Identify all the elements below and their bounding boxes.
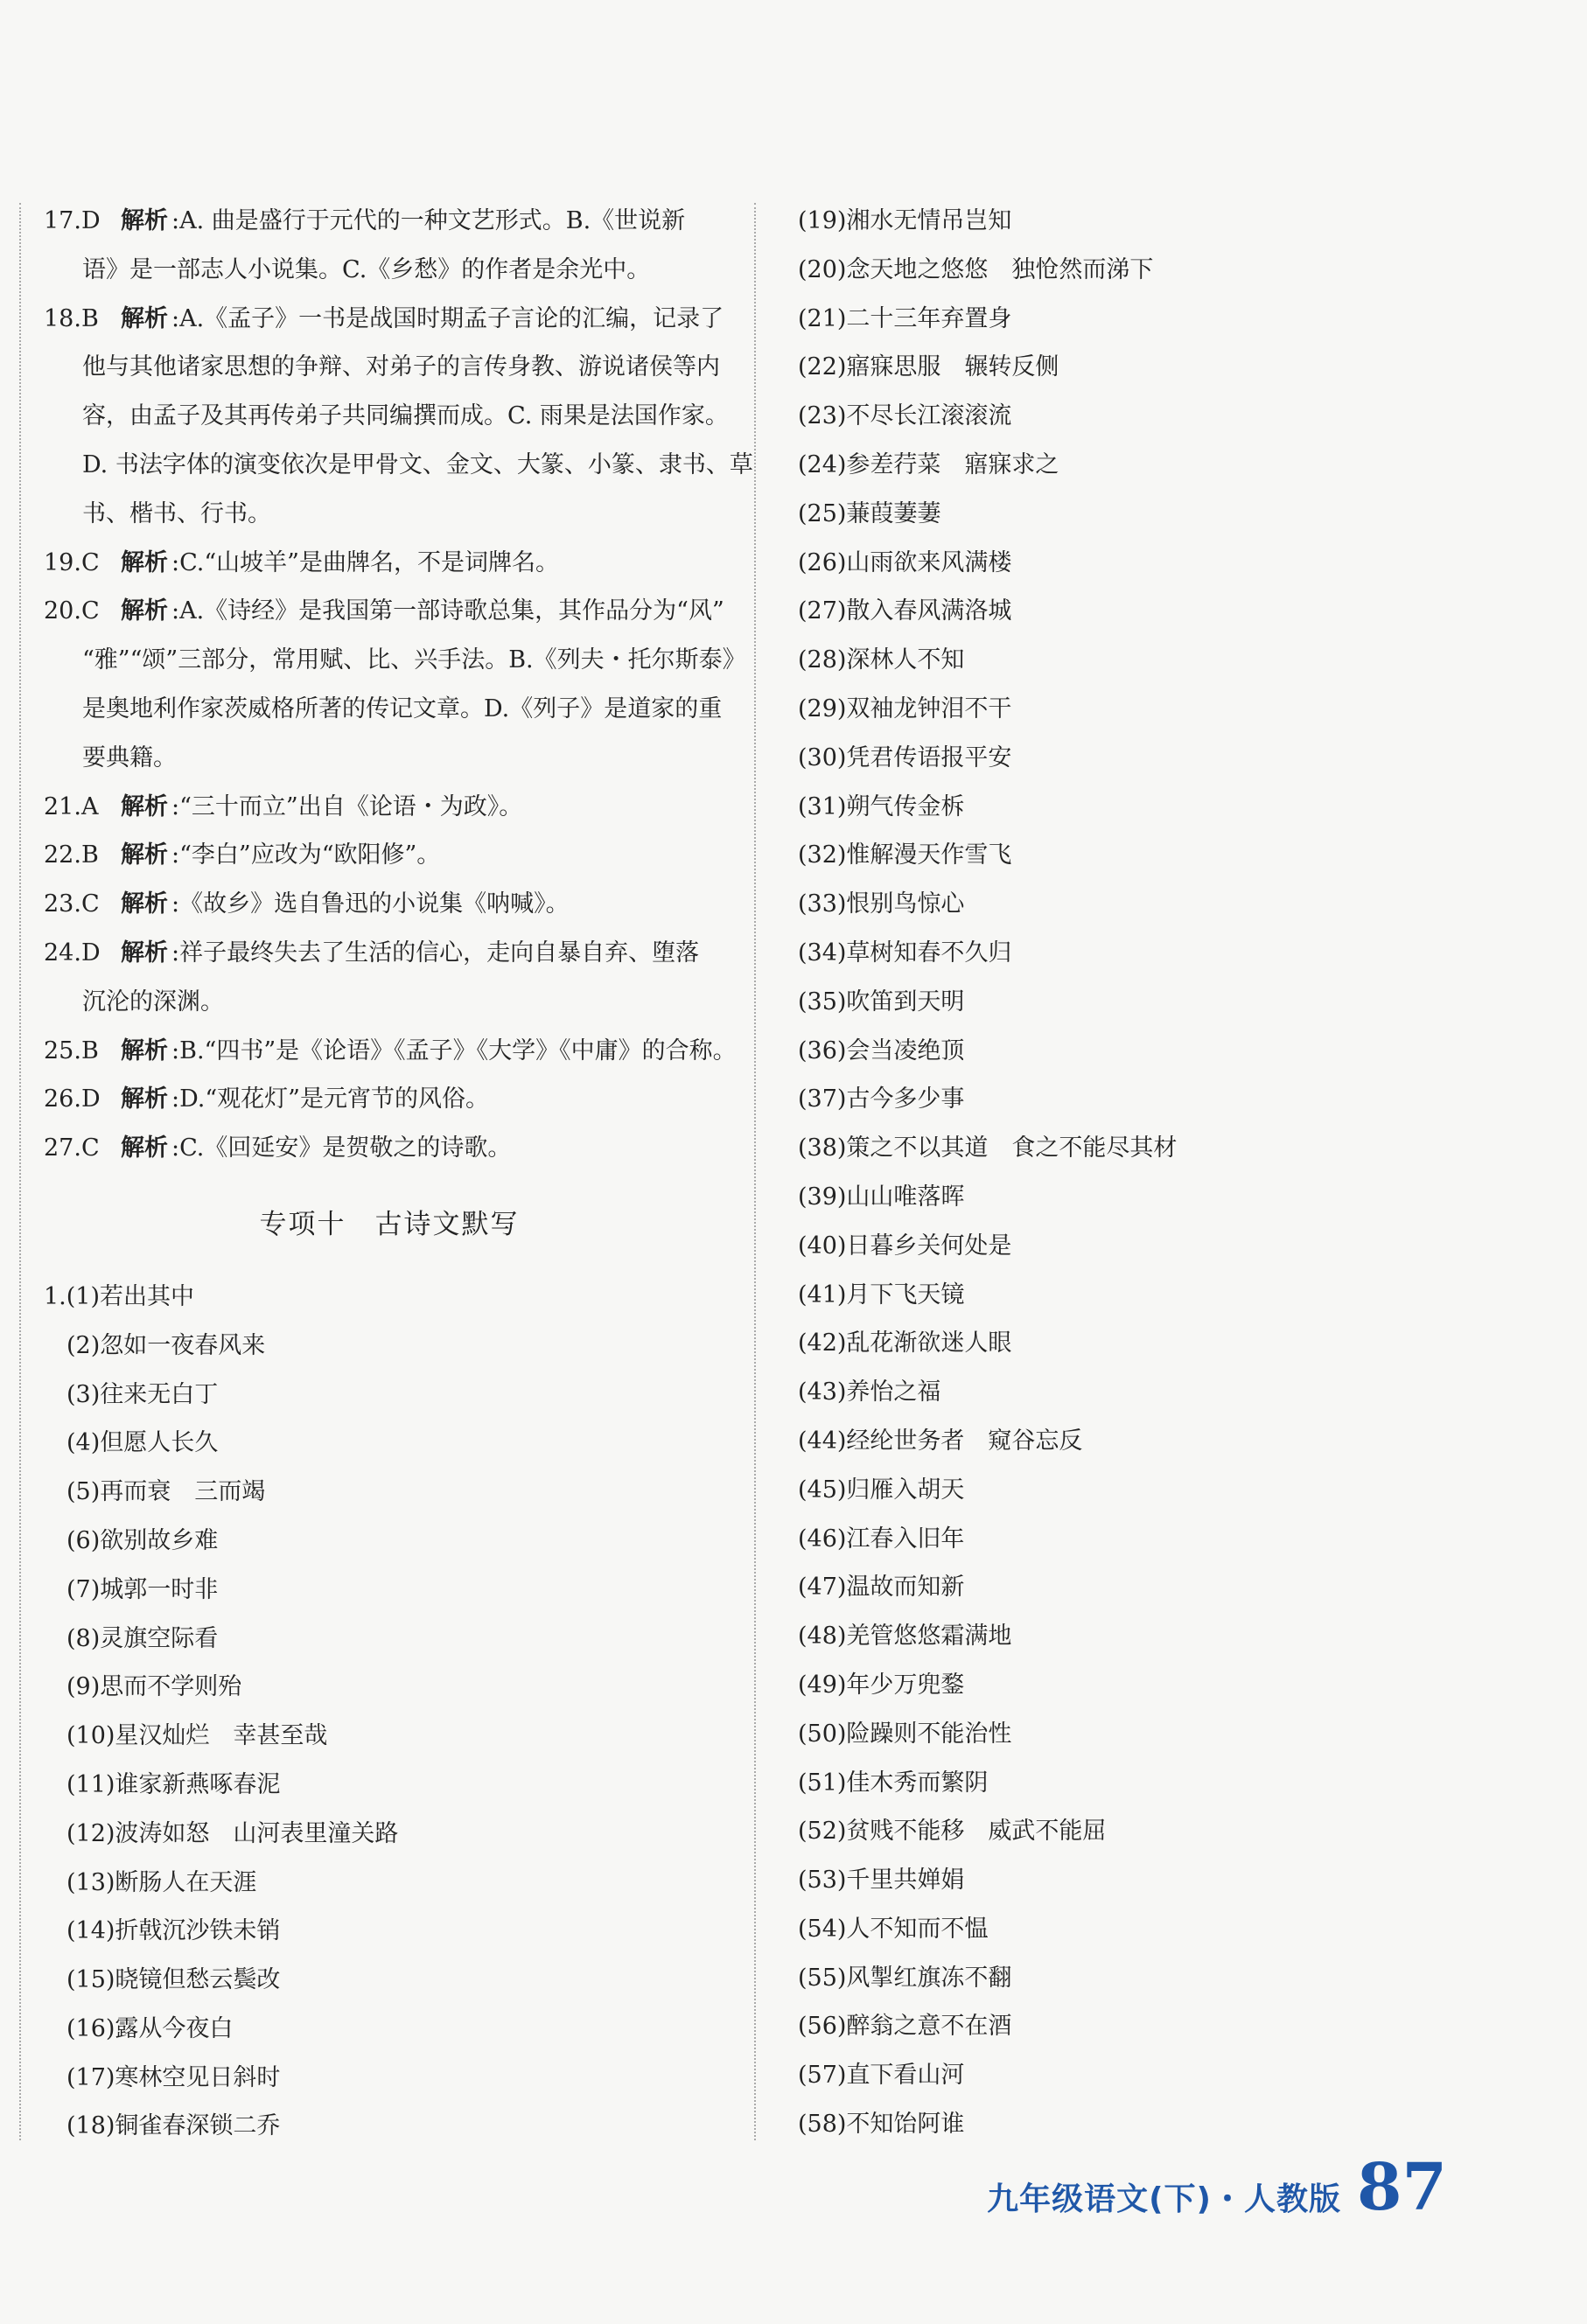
answer-continuation-line xyxy=(44,392,735,441)
recitation-item: (31)朔气传金柝 xyxy=(798,792,965,820)
answer-text: :A.《孟子》一书是战国时期孟子言论的汇编，记录了 xyxy=(171,304,724,332)
recitation-item: (43)养怡之福 xyxy=(798,1378,941,1406)
recitation-item: (5)再而衰 三而竭 xyxy=(66,1478,266,1506)
recitation-item: (18)铜雀春深锁二乔 xyxy=(66,2112,281,2140)
recitation-item: (12)波涛如怒 山河表里潼关路 xyxy=(66,1819,399,1847)
answer-line xyxy=(44,1075,735,1124)
answer-text: :D.“观花灯”是元宵节的风俗。 xyxy=(171,1085,489,1113)
recitation-item: (57)直下看山河 xyxy=(798,2062,965,2090)
answer-line xyxy=(44,295,735,344)
analysis-label: 解析 xyxy=(121,548,168,576)
recitation-item: (38)策之不以其道 食之不能尽其材 xyxy=(798,1134,1178,1162)
recitation-item: (16)露从今夜白 xyxy=(66,2014,234,2042)
recitation-item: 1.(1)若出其中 xyxy=(44,1282,195,1310)
section-gap xyxy=(44,1252,735,1273)
answer-text: :A. 曲是盛行于元代的一种文艺形式。B.《世说新 xyxy=(171,207,686,234)
answer-continuation-line xyxy=(44,978,735,1027)
answer-line xyxy=(44,929,735,978)
answer-text: :“三十而立”出自《论语・为政》。 xyxy=(171,792,523,820)
answer-text: 是奥地利作家茨威格所著的传记文章。D.《列子》是道家的重 xyxy=(82,694,723,722)
section-title: 专项十 古诗文默写 xyxy=(259,1208,520,1240)
recitation-item: (33)恨别鸟惊心 xyxy=(798,890,965,918)
answer-text: :“李白”应改为“欧阳修”。 xyxy=(171,841,441,869)
answer-continuation-line xyxy=(44,636,746,685)
recitation-item: (10)星汉灿烂 幸甚至哉 xyxy=(66,1722,328,1750)
book-label: 九年级语文(下)・人教版 xyxy=(987,2181,1342,2217)
recitation-item: (45)归雁入胡天 xyxy=(798,1476,965,1504)
analysis-label: 解析 xyxy=(121,207,168,234)
recitation-item: (51)佳木秀而繁阴 xyxy=(798,1769,989,1797)
recitation-item: (8)灵旗空际看 xyxy=(66,1624,219,1652)
page-footer xyxy=(987,2150,1447,2225)
answer-number: 18.B xyxy=(44,304,99,332)
recitation-item: (4)但愿人长久 xyxy=(66,1429,219,1457)
answer-number: 17.D xyxy=(44,207,101,234)
answer-text: 容，由孟子及其再传弟子共同编撰而成。C. 雨果是法国作家。 xyxy=(82,402,729,430)
answer-text: D. 书法字体的演变依次是甲骨文、金文、大篆、小篆、隶书、草 xyxy=(82,450,753,478)
recitation-item: (9)思而不学则殆 xyxy=(66,1673,242,1701)
answer-text: 他与其他诸家思想的争辩、对弟子的言传身教、游说诸侯等内 xyxy=(82,353,720,381)
answer-text: :《故乡》选自鲁迅的小说集《呐喊》。 xyxy=(171,890,570,918)
recitation-item: (39)山山唯落晖 xyxy=(798,1183,965,1211)
recitation-item: (41)月下飞天镜 xyxy=(798,1281,965,1309)
answer-continuation-line xyxy=(44,441,753,490)
recitation-item: (21)二十三年弃置身 xyxy=(798,304,1012,332)
answer-number: 23.C xyxy=(44,890,100,918)
right-column xyxy=(798,197,1550,2149)
answer-line xyxy=(44,880,735,929)
recitation-item: (26)山雨欲来风满楼 xyxy=(798,548,1012,576)
left-column xyxy=(44,197,753,2151)
answer-line xyxy=(44,1027,735,1076)
recitation-item: (49)年少万兜鍪 xyxy=(798,1671,965,1699)
recitation-item: (48)羌管悠悠霜满地 xyxy=(798,1623,1012,1651)
recitation-item: (3)往来无白丁 xyxy=(66,1380,219,1408)
recitation-item: (2)忽如一夜春风来 xyxy=(66,1331,266,1359)
answer-number: 22.B xyxy=(44,841,99,869)
recitation-item: (35)吹笛到天明 xyxy=(798,988,965,1015)
recitation-item: (27)散入春风满洛城 xyxy=(798,597,1012,625)
recitation-item: (13)断肠人在天涯 xyxy=(66,1868,257,1896)
recitation-item: (15)晓镜但愁云鬓改 xyxy=(66,1966,281,1994)
recitation-item: (32)惟解漫天作雪飞 xyxy=(798,841,1012,869)
recitation-item: (37)古今多少事 xyxy=(798,1085,965,1113)
answer-continuation-line xyxy=(44,343,735,392)
answer-number: 21.A xyxy=(44,792,99,820)
recitation-item: (25)蒹葭萋萋 xyxy=(798,499,941,527)
answer-continuation-line xyxy=(44,246,735,295)
recitation-item: (58)不知饴阿谁 xyxy=(798,2111,965,2139)
recitation-item: (17)寒林空见日斜时 xyxy=(66,2063,281,2091)
answer-text: 书、楷书、行书。 xyxy=(82,499,271,527)
recitation-item: (28)深林人不知 xyxy=(798,646,965,674)
recitation-item: (42)乱花渐欲迷人眼 xyxy=(798,1329,1012,1357)
recitation-item: (7)城郭一时非 xyxy=(66,1575,219,1603)
answer-text: :C.《回延安》是贺敬之的诗歌。 xyxy=(171,1134,512,1162)
recitation-item: (23)不尽长江滚滚流 xyxy=(798,402,1012,430)
analysis-label: 解析 xyxy=(121,792,168,820)
answer-number: 27.C xyxy=(44,1134,100,1162)
recitation-item: (14)折戟沉沙铁未销 xyxy=(66,1917,281,1945)
answer-text: “雅”“颂”三部分，常用赋、比、兴手法。B.《列夫・托尔斯泰》 xyxy=(82,646,746,674)
recitation-item: (55)风掣红旗冻不翻 xyxy=(798,1964,1012,1992)
answer-line xyxy=(44,1124,735,1173)
recitation-list-right xyxy=(798,197,1550,2149)
recitation-list-left xyxy=(44,1273,735,2151)
recitation-item: (46)江春入旧年 xyxy=(798,1525,965,1553)
recitation-item: (52)贫贱不能移 威武不能屈 xyxy=(798,1818,1107,1846)
answer-text: 沉沦的深渊。 xyxy=(82,988,224,1015)
analysis-label: 解析 xyxy=(121,1134,168,1162)
answer-text: 要典籍。 xyxy=(82,743,177,771)
answer-text: 语》是一部志人小说集。C.《乡愁》的作者是余光中。 xyxy=(82,255,651,283)
left-margin-rule xyxy=(19,203,21,2140)
recitation-item: (19)湘水无情吊岂知 xyxy=(798,207,1012,234)
answer-continuation-line xyxy=(44,685,735,734)
recitation-item: (56)醉翁之意不在酒 xyxy=(798,2013,1012,2041)
recitation-item: (53)千里共婵娟 xyxy=(798,1867,965,1895)
answer-text: :A.《诗经》是我国第一部诗歌总集，其作品分为“风” xyxy=(171,597,724,625)
answer-line xyxy=(44,783,735,832)
analysis-label: 解析 xyxy=(121,841,168,869)
analysis-label: 解析 xyxy=(121,304,168,332)
recitation-item: (11)谁家新燕啄春泥 xyxy=(66,1770,281,1798)
answer-continuation-line xyxy=(44,734,735,783)
analysis-label: 解析 xyxy=(121,1085,168,1113)
answer-line xyxy=(44,197,735,246)
answer-line xyxy=(44,587,735,636)
recitation-item: (24)参差荇菜 寤寐求之 xyxy=(798,450,1059,478)
recitation-item: (50)险躁则不能治性 xyxy=(798,1720,1012,1748)
answer-number: 20.C xyxy=(44,597,100,625)
column-divider xyxy=(754,203,756,2140)
recitation-item: (44)经纶世务者 窥谷忘反 xyxy=(798,1427,1083,1455)
recitation-item: (40)日暮乡关何处是 xyxy=(798,1232,1012,1260)
answer-number: 24.D xyxy=(44,939,101,967)
recitation-item: (36)会当凌绝顶 xyxy=(798,1036,965,1064)
recitation-item: (30)凭君传语报平安 xyxy=(798,743,1012,771)
answer-text: :B.“四书”是《论语》《孟子》《大学》《中庸》的合称。 xyxy=(171,1036,737,1064)
recitation-item: (29)双袖龙钟泪不干 xyxy=(798,694,1012,722)
answer-list xyxy=(44,197,753,1173)
recitation-item: (47)温故而知新 xyxy=(798,1574,965,1602)
analysis-label: 解析 xyxy=(121,1036,168,1064)
answer-text: :C.“山坡羊”是曲牌名，不是词牌名。 xyxy=(171,548,559,576)
recitation-item: (22)寤寐思服 辗转反侧 xyxy=(798,353,1059,381)
analysis-label: 解析 xyxy=(121,939,168,967)
answer-number: 26.D xyxy=(44,1085,101,1113)
page-number: 87 xyxy=(1357,2150,1447,2225)
answer-line xyxy=(44,831,735,880)
answer-number: 19.C xyxy=(44,548,100,576)
recitation-item: (34)草树知春不久归 xyxy=(798,939,1012,967)
answer-line xyxy=(44,539,735,588)
recitation-item: (54)人不知而不愠 xyxy=(798,1915,989,1943)
answer-text: :祥子最终失去了生活的信心，走向自暴自弃、堕落 xyxy=(171,939,700,967)
analysis-label: 解析 xyxy=(121,890,168,918)
answer-number: 25.B xyxy=(44,1036,99,1064)
analysis-label: 解析 xyxy=(121,597,168,625)
recitation-item: (20)念天地之悠悠 独怆然而涕下 xyxy=(798,255,1154,283)
answer-continuation-line xyxy=(44,490,735,539)
recitation-item: (6)欲别故乡难 xyxy=(66,1526,219,1554)
